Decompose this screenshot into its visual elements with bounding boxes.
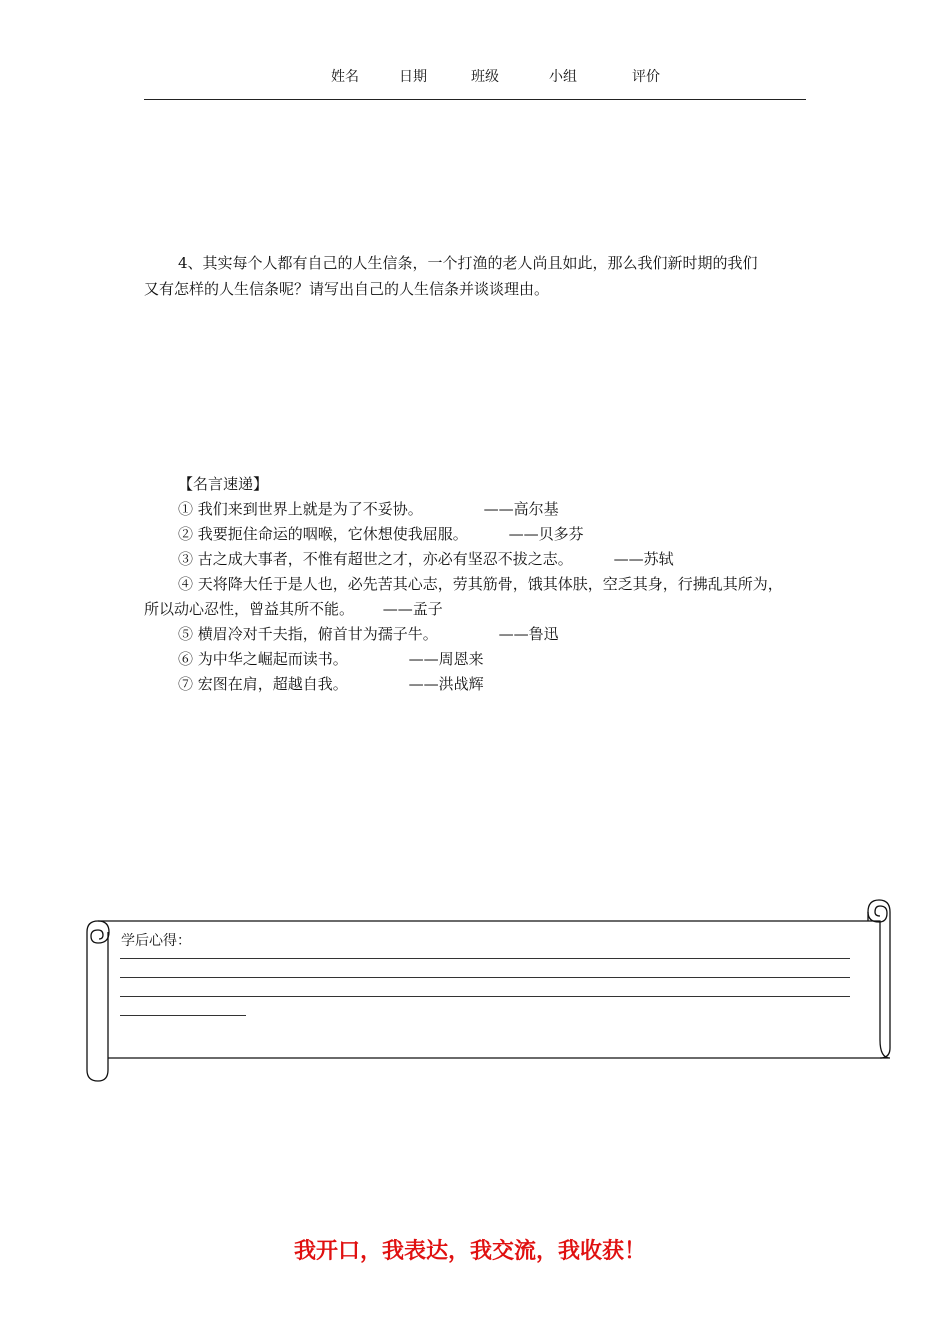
quote-source: ——苏轼 (613, 550, 674, 568)
quote-text: ⑥ 为中华之崛起而读书。 (178, 650, 348, 668)
quote-text: ③ 古之成大事者，不惟有超世之才，亦必有坚忍不拔之志。 (178, 550, 573, 568)
quote-source: ——周恩来 (408, 650, 484, 668)
quote-source: ——鲁迅 (498, 625, 559, 643)
header-field-class: 班级 (471, 69, 499, 85)
motto-slogan: 我开口，我表达，我交流，我收获！ (293, 1239, 646, 1264)
notes-title: 学后心得： (121, 933, 191, 949)
notes-writing-line[interactable] (120, 1015, 246, 1016)
notes-writing-line[interactable] (120, 977, 850, 978)
quote-source: ——洪战辉 (408, 675, 484, 693)
quote-source: ——贝多芬 (508, 525, 584, 543)
quote-source: ——高尔基 (483, 500, 559, 518)
quotes-title: 【名言速递】 (178, 475, 269, 493)
quote-text: ⑦ 宏图在肩，超越自我。 (178, 675, 348, 693)
quote-text: ② 我要扼住命运的咽喉，它休想使我屈服。 (178, 525, 468, 543)
notes-writing-line[interactable] (120, 996, 850, 997)
quote-text: ⑤ 横眉冷对千夫指，俯首甘为孺子牛。 (178, 625, 438, 643)
header-field-evaluation: 评价 (632, 69, 660, 85)
header-field-date: 日期 (399, 69, 427, 85)
question-4-line-2: 又有怎样的人生信条呢？请写出自己的人生信条并谈谈理由。 (144, 280, 550, 298)
header-field-name: 姓名 (331, 69, 359, 85)
header-field-group: 小组 (549, 69, 577, 85)
quote-text: ① 我们来到世界上就是为了不妥协。 (178, 500, 423, 518)
notes-writing-line[interactable] (120, 958, 850, 959)
question-4-line-1: 4、其实每个人都有自己的人生信条，一个打渔的老人尚且如此，那么我们新时期的我们 (178, 254, 758, 272)
quote-text: 所以动心忍性，曾益其所不能。 (144, 600, 355, 618)
quote-source: ——孟子 (382, 600, 443, 618)
quote-text: ④ 天将降大任于是人也，必先苦其心志，劳其筋骨，饿其体肤，空乏其身，行拂乱其所为， (178, 575, 783, 593)
